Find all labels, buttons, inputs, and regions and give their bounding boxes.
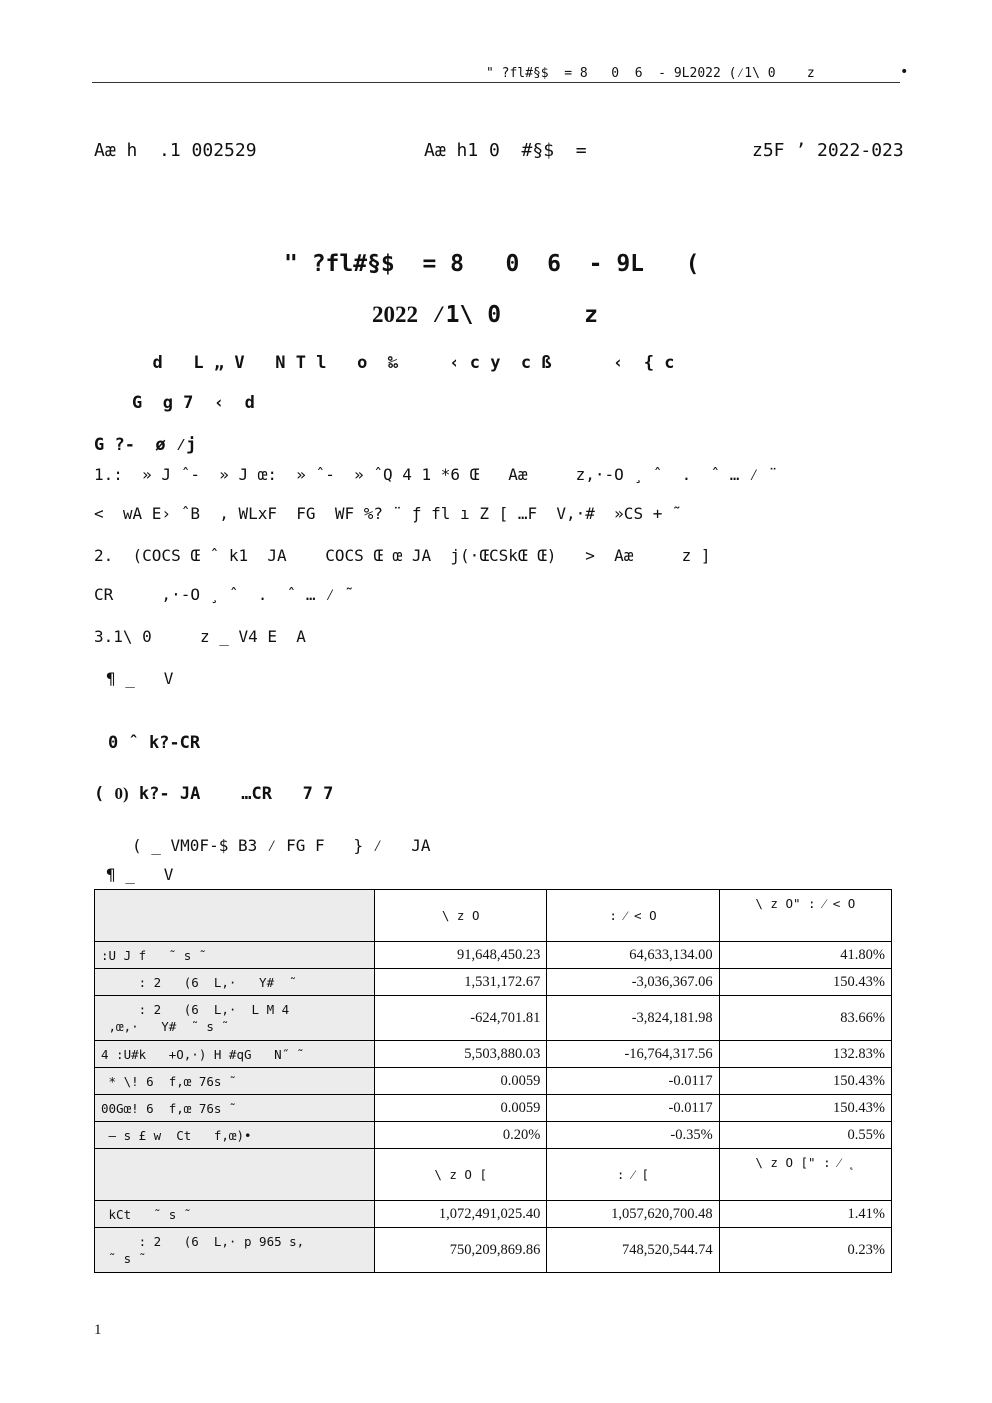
- running-header-title: " ?fl#§$ = 8 0 6 - 9L2022 (⁄1\ 0 z: [486, 66, 815, 81]
- header-bullet: •: [900, 64, 909, 80]
- row-value-chg: 132.83%: [719, 1041, 891, 1068]
- table-row: [95, 996, 892, 1041]
- subsection-description: ( _ VM0F-$ B3 ⁄ FG F } ⁄ JA: [132, 836, 431, 855]
- stock-code: Aæ h .1 002529: [94, 140, 257, 161]
- row-value-chg: 150.43%: [719, 1068, 891, 1095]
- row-label: : 2 (6 L,· Y# ˜: [95, 969, 375, 996]
- row-value-prev: -0.0117: [547, 1095, 719, 1122]
- table-header-cell: [95, 890, 375, 942]
- row-label: 00Gœ! 6 f,œ 76s ˜: [95, 1095, 375, 1122]
- row-value-chg: 0.23%: [719, 1228, 891, 1273]
- row-value-prev: -3,824,181.98: [547, 996, 719, 1041]
- announcement-number: z5F ’ 2022-023: [752, 140, 904, 161]
- table-header-cell: : ⁄ [: [547, 1149, 719, 1201]
- notice-item-3: 3.1\ 0 z _ V4 E A: [94, 627, 306, 646]
- document-title-line2: [372, 302, 598, 329]
- row-value-prev: -0.0117: [547, 1068, 719, 1095]
- section-one-heading: 0 ˆ k?-CR: [108, 733, 201, 753]
- table-row: [95, 1122, 892, 1149]
- page-number: 1: [94, 1322, 102, 1338]
- row-value-cur: 91,648,450.23: [375, 942, 547, 969]
- row-value-chg: 150.43%: [719, 1095, 891, 1122]
- table-row: [95, 1041, 892, 1068]
- table-unit-note: ¶ _ V: [106, 865, 174, 884]
- table-header-cell: \ z O [" : ⁄ ˛: [719, 1149, 891, 1201]
- row-value-cur: 1,072,491,025.40: [375, 1201, 547, 1228]
- table-header-cell: : ⁄ < O: [547, 890, 719, 942]
- row-value-prev: 748,520,544.74: [547, 1228, 719, 1273]
- notice-item-2-line1: 2. (COCS Œ ˆ k1 JA COCS Œ œ JA j(·ŒCSkŒ Œ) > Aæ z ]: [94, 546, 711, 565]
- row-value-chg: 150.43%: [719, 969, 891, 996]
- notice-item-1-line2: < wA E› ˆB , WLxF FG WF %? ¨ ƒ fl ı Z [ …F V,·# »CS + ˜: [94, 504, 682, 523]
- row-label: * \! 6 f,œ 76s ˜: [95, 1068, 375, 1095]
- table-row: [95, 1228, 892, 1273]
- row-value-cur: -624,701.81: [375, 996, 547, 1041]
- title-year: 2022: [372, 302, 418, 327]
- row-label: : 2 (6 L,· p 965 s, ˜ s ˜: [95, 1228, 375, 1273]
- table-header-cell: [95, 1149, 375, 1201]
- row-value-chg: 83.66%: [719, 996, 891, 1041]
- table-header-cell: \ z O [: [375, 1149, 547, 1201]
- row-value-chg: 1.41%: [719, 1201, 891, 1228]
- financial-data-table: [94, 889, 892, 1273]
- subsection-number: 0): [114, 784, 129, 803]
- row-value-cur: 750,209,869.86: [375, 1228, 547, 1273]
- notice-item-2-line2: CR ,·-O ¸ ˆ . ˆ … ⁄ ˜: [94, 585, 355, 604]
- row-label: kCt ˜ s ˜: [95, 1201, 375, 1228]
- row-value-cur: 5,503,880.03: [375, 1041, 547, 1068]
- table-header-cell: \ z O" : ⁄ < O: [719, 890, 891, 942]
- table-row: [95, 1095, 892, 1122]
- row-value-cur: 0.20%: [375, 1122, 547, 1149]
- row-value-prev: 64,633,134.00: [547, 942, 719, 969]
- table-header-row: [95, 1149, 892, 1201]
- title-rest: ⁄1\ 0 z: [418, 302, 598, 328]
- row-value-cur: 0.0059: [375, 1068, 547, 1095]
- row-value-prev: -0.35%: [547, 1122, 719, 1149]
- row-value-cur: 0.0059: [375, 1095, 547, 1122]
- row-value-prev: -3,036,367.06: [547, 969, 719, 996]
- notice-item-1-line1: 1.: » J ˆ- » J œ: » ˆ- » ˆQ 4 1 *6 Œ Aæ z,·-O ¸ ˆ . ˆ … ⁄ ¨: [94, 465, 778, 484]
- row-label: — s £ w Ct f,œ)•: [95, 1122, 375, 1149]
- row-value-prev: -16,764,317.56: [547, 1041, 719, 1068]
- row-label: : 2 (6 L,· L M 4 ,œ,· Y# ˜ s ˜: [95, 996, 375, 1041]
- row-value-cur: 1,531,172.67: [375, 969, 547, 996]
- document-title-line1: " ?fl#§$ = 8 0 6 - 9L (: [284, 251, 700, 277]
- currency-unit-note: ¶ _ V: [106, 669, 174, 688]
- table-row: [95, 1201, 892, 1228]
- intro-statement-line2: G g 7 ‹ d: [132, 393, 255, 413]
- row-value-prev: 1,057,620,700.48: [547, 1201, 719, 1228]
- table-row: [95, 1068, 892, 1095]
- subsection-heading: ( 0) k?- JA …CR 7 7: [94, 784, 334, 804]
- row-value-chg: 41.80%: [719, 942, 891, 969]
- row-value-chg: 0.55%: [719, 1122, 891, 1149]
- table-row: [95, 969, 892, 996]
- table-header-row: [95, 890, 892, 942]
- row-label: 4 :U#k +O,·) H #qG N˝ ˜: [95, 1041, 375, 1068]
- row-label: :U J f ˜ s ˜: [95, 942, 375, 969]
- header-rule: [92, 82, 900, 83]
- stock-name: Aæ h1 0 #§$ =: [424, 140, 587, 161]
- table-row: [95, 942, 892, 969]
- important-notice-heading: G ?- ø ⁄j: [94, 435, 197, 455]
- table-header-cell: \ z O: [375, 890, 547, 942]
- intro-statement-line1: d L „ V N T l o ‰ ‹ c y c ß ‹ { c: [132, 353, 675, 373]
